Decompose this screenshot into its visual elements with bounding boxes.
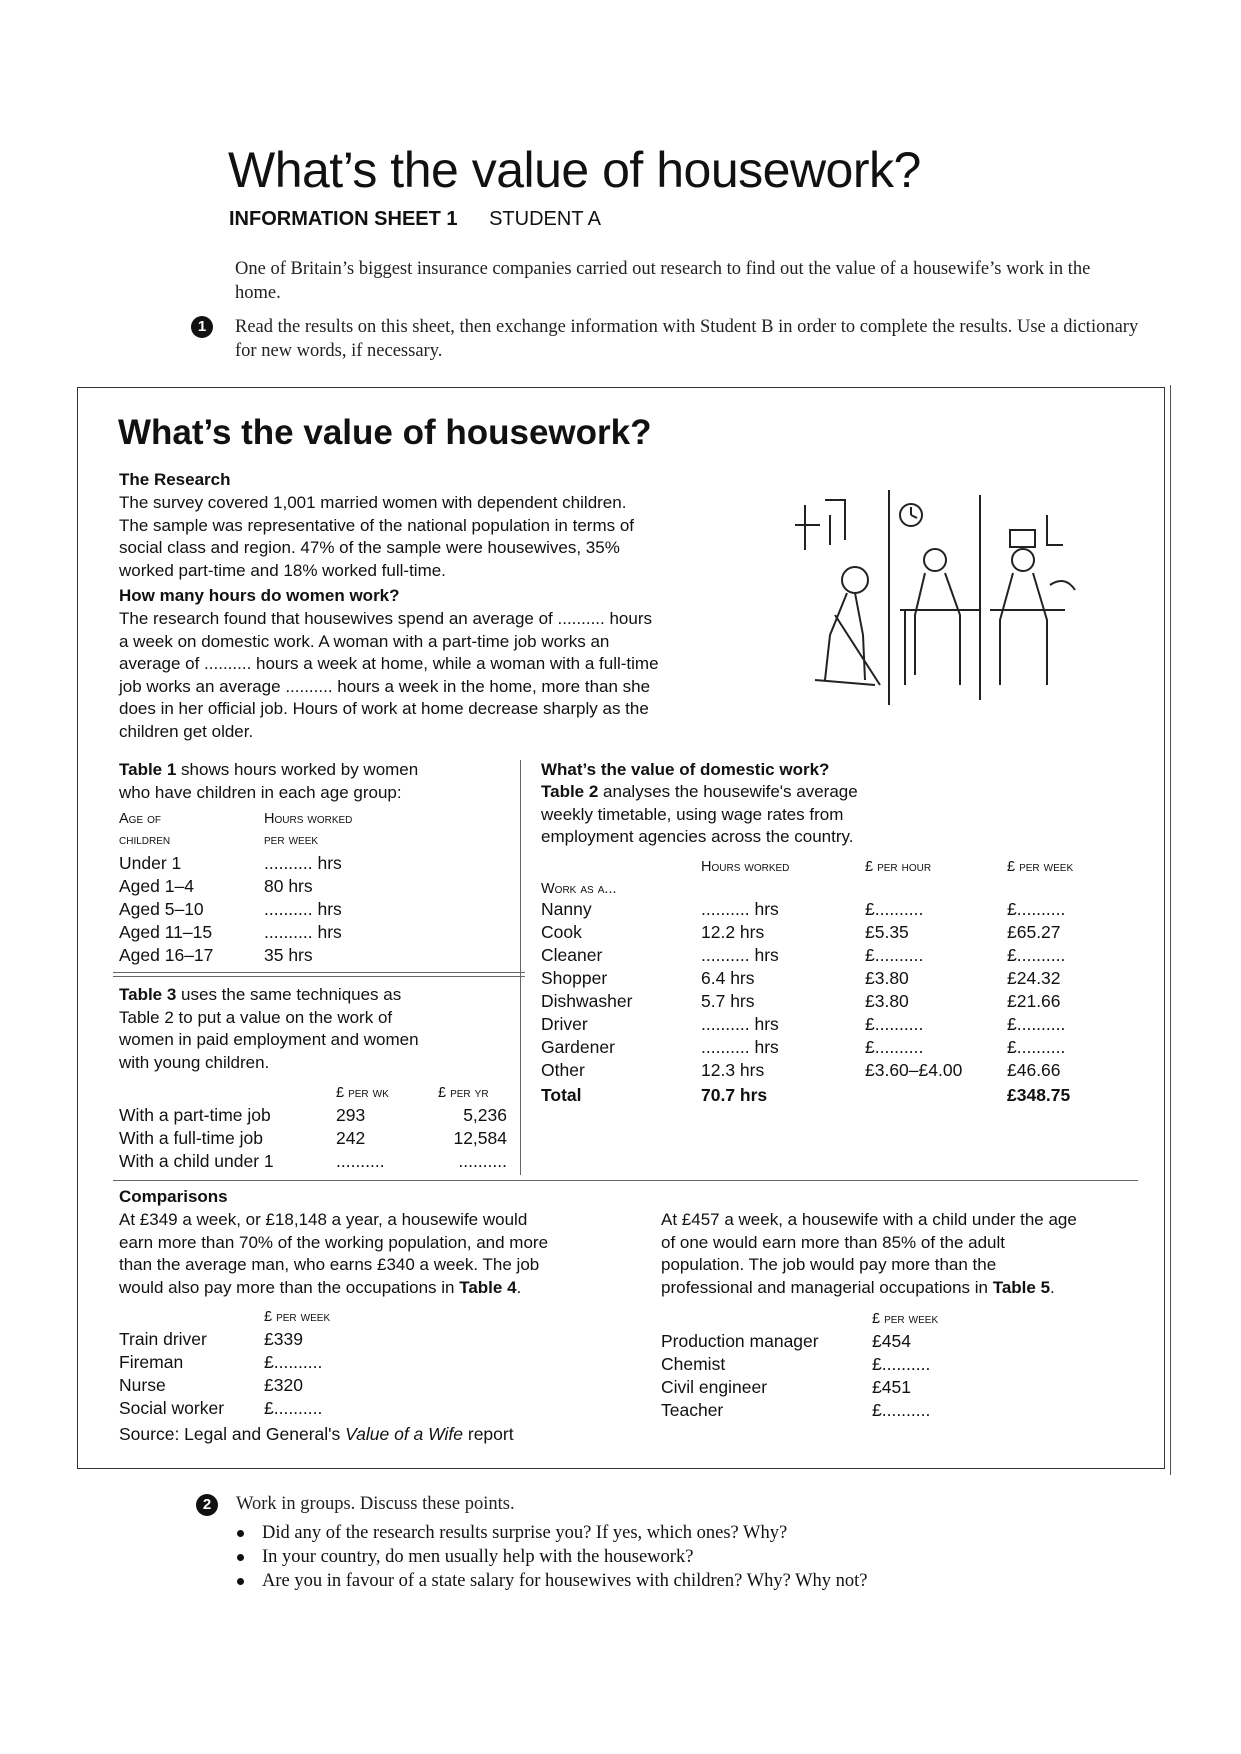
table5-value: £.......... (872, 1354, 931, 1374)
table2-per-hour: £.......... (865, 945, 924, 965)
table2-hours: .......... hrs (701, 1037, 779, 1057)
table3-intro-text: uses the same techniques as (176, 985, 402, 1004)
table2-job: Cleaner (541, 945, 603, 965)
comparisons-right-line: of one would earn more than 85% of the adult (661, 1232, 1006, 1252)
table4-job: Fireman (119, 1352, 184, 1372)
table2-job: Driver (541, 1014, 588, 1034)
table3-year: 12,584 (453, 1128, 507, 1148)
table5-job: Civil engineer (661, 1377, 768, 1397)
source-prefix: Source: Legal and General's (119, 1424, 346, 1444)
table2-intro-line: weekly timetable, using wage rates from (541, 804, 844, 824)
table2-intro-text: analyses the housewife's average (598, 782, 858, 801)
table2-per-hour-header: £ per hour (865, 859, 932, 875)
comparisons-right-text (661, 1209, 1151, 1299)
table2-hours: .......... hrs (701, 899, 779, 919)
table2-job: Dishwasher (541, 991, 633, 1011)
table3-week-header: £ per wk (336, 1085, 389, 1101)
table1-col2-header-2: per week (264, 832, 319, 848)
comparisons-left-line: than the average man, who earns £340 a week. The job (119, 1255, 540, 1274)
period: . (516, 1277, 522, 1297)
washer-figure (900, 573, 980, 685)
pan-icon (1050, 581, 1075, 590)
sweeper-figure (815, 593, 880, 685)
research-text (119, 492, 759, 582)
table4-ref: Table 4 (459, 1277, 517, 1297)
table4-job: Train driver (119, 1329, 207, 1349)
comparisons-left-line: would also pay more than the occupations in (119, 1277, 460, 1297)
table3-week: 242 (336, 1128, 366, 1148)
table2-intro (541, 759, 858, 849)
table3-week: .......... (336, 1151, 385, 1171)
hours-heading: How many hours do women work? (119, 586, 400, 605)
comparisons-left-line: At £349 a week, or £18,148 a year, a housewife would (119, 1210, 528, 1229)
sweeper-head (842, 567, 868, 593)
table1-hours: 80 hrs (264, 876, 313, 896)
table5-value: £451 (872, 1377, 911, 1397)
table3-week: 293 (336, 1105, 366, 1125)
hours-text (119, 608, 769, 743)
table1-divider (113, 976, 525, 977)
discussion-point-text: In your country, do men usually help with the housework? (262, 1547, 694, 1567)
table1-hours: .......... hrs (264, 922, 342, 942)
hours-line: job works an average .......... hours a week in the home, more than she (119, 676, 651, 696)
step-number-2: 2 (196, 1494, 218, 1516)
comparisons-right-line: At £457 a week, a housewife with a child under the age (661, 1210, 1077, 1229)
student-label: STUDENT A (489, 208, 601, 230)
discussion-point-text: Did any of the research results surprise you? If yes, which ones? Why? (262, 1523, 788, 1543)
table1-age: Aged 5–10 (119, 899, 204, 919)
table5-ref: Table 5 (992, 1277, 1051, 1297)
table2-job: Cook (541, 922, 582, 942)
table2-per-week: £.......... (1007, 1014, 1066, 1034)
table4-job: Nurse (119, 1375, 166, 1395)
table1-intro-line2: who have children in each age group: (119, 782, 402, 802)
table4-job: Social worker (119, 1398, 225, 1418)
source-title: Value of a Wife (345, 1424, 463, 1444)
comparisons-divider (113, 1180, 1138, 1181)
table1-ref: Table 1 (119, 760, 177, 779)
table2-job: Shopper (541, 968, 608, 988)
intro-paragraph: One of Britain’s biggest insurance companies carried out research to find out the value of a housewife’s work in the home. (235, 259, 1091, 303)
table2-hours: .......... hrs (701, 1014, 779, 1034)
period: . (1050, 1277, 1055, 1297)
table2-job: Gardener (541, 1037, 615, 1057)
comparisons-right-line: population. The job would pay more than the (661, 1255, 997, 1274)
table2-per-week: £21.66 (1007, 991, 1061, 1011)
table3-intro-line: Table 2 to put a value on the work of (119, 1007, 393, 1027)
cook-figure (990, 515, 1065, 685)
sheet-subtitle (229, 207, 601, 231)
housework-illustration (785, 485, 1085, 710)
comparisons-left-line: earn more than 70% of the working population, and more (119, 1232, 549, 1252)
table5-value: £454 (872, 1331, 911, 1351)
table2-hours-header: Hours worked (701, 859, 790, 875)
table2-hours: 12.2 hrs (701, 922, 765, 942)
table5-value: £.......... (872, 1400, 931, 1420)
research-heading: The Research (119, 470, 231, 489)
discussion-point (237, 1571, 868, 1592)
table2-per-hour: £.......... (865, 1014, 924, 1034)
table4-value: £.......... (264, 1398, 323, 1418)
table1-age: Aged 16–17 (119, 945, 214, 965)
table2-per-week: £65.27 (1007, 922, 1061, 942)
table2-per-week: £46.66 (1007, 1060, 1061, 1080)
discussion-point-text: Are you in favour of a state salary for housewives with children? Why? Why not? (262, 1571, 868, 1591)
table1-col1-header-2: children (119, 832, 171, 848)
table1-intro-text: shows hours worked by women (176, 760, 419, 779)
table1-hours: .......... hrs (264, 853, 342, 873)
discussion-intro: Work in groups. Discuss these points. (236, 1494, 515, 1514)
discussion-point (237, 1547, 693, 1568)
step-number-1: 1 (191, 316, 213, 338)
bullet-icon (237, 1530, 244, 1537)
washer-head (924, 549, 946, 571)
table1-hours: .......... hrs (264, 899, 342, 919)
table2-per-hour: £5.35 (865, 922, 909, 942)
table3-intro-line: with young children. (119, 1052, 270, 1072)
table2-per-hour: £3.60–£4.00 (865, 1060, 963, 1080)
bullet-icon (237, 1554, 244, 1561)
table5-job: Production manager (661, 1331, 819, 1351)
table2-per-week: £.......... (1007, 1037, 1066, 1057)
instruction-paragraph: Read the results on this sheet, then exchange information with Student B in order to complete the results. Use a dictionary for new words, if necessary. (235, 317, 1139, 361)
table3-year-header: £ per yr (438, 1085, 489, 1101)
table2-hours: .......... hrs (701, 945, 779, 965)
table2-job: Nanny (541, 899, 592, 919)
table3-label: With a child under 1 (119, 1151, 274, 1171)
research-line: worked part-time and 18% worked full-time. (119, 560, 446, 580)
research-line: social class and region. 47% of the sample were housewives, 35% (119, 538, 620, 557)
table2-job: Other (541, 1060, 585, 1080)
table2-intro-line: employment agencies across the country. (541, 827, 854, 846)
table3-year: .......... (458, 1151, 507, 1171)
table2-row-header: Work as a... (541, 881, 617, 897)
hours-line: The research found that housewives spend an average of .......... hours (119, 609, 652, 628)
table2-total-hours: 70.7 hrs (701, 1085, 768, 1105)
table3-intro (119, 984, 419, 1074)
discussion-list (237, 1523, 1137, 1613)
table1-intro (119, 759, 418, 804)
table2-per-week: £.......... (1007, 899, 1066, 919)
table2-hours: 5.7 hrs (701, 991, 755, 1011)
table2-per-week: £.......... (1007, 945, 1066, 965)
table3-year: 5,236 (463, 1105, 507, 1125)
source-note (119, 1423, 514, 1445)
table2-per-hour: £.......... (865, 899, 924, 919)
table2-heading: What’s the value of domestic work? (541, 760, 830, 779)
table2-hours: 12.3 hrs (701, 1060, 765, 1080)
hours-line: does in her official job. Hours of work at home decrease sharply as the (119, 699, 649, 718)
table1-age: Aged 1–4 (119, 876, 194, 896)
hours-line: average of .......... hours a week at home, while a woman with a full-time (119, 654, 659, 673)
sheet-label: INFORMATION SHEET 1 (229, 208, 458, 230)
table3-label: With a full-time job (119, 1128, 263, 1148)
window-icon (795, 500, 845, 550)
comparisons-heading: Comparisons (119, 1187, 228, 1206)
column-divider (520, 760, 521, 1175)
table1-age: Aged 11–15 (119, 922, 213, 942)
table2-ref: Table 2 (541, 782, 599, 801)
table3-ref: Table 3 (119, 985, 177, 1004)
table2-per-week-header: £ per week (1007, 859, 1074, 875)
table4-value: £339 (264, 1329, 303, 1349)
table2-per-hour: £.......... (865, 1037, 924, 1057)
table1-hours: 35 hrs (264, 945, 313, 965)
research-line: The survey covered 1,001 married women with dependent children. (119, 493, 627, 512)
discussion-point (237, 1523, 787, 1544)
table3-intro-line: women in paid employment and women (119, 1030, 419, 1049)
table2-total-week: £348.75 (1007, 1085, 1071, 1105)
table2-per-week: £24.32 (1007, 968, 1061, 988)
table2-per-hour: £3.80 (865, 991, 909, 1011)
source-suffix: report (463, 1424, 514, 1444)
table5-header: £ per week (872, 1311, 939, 1327)
comparisons-left-text (119, 1209, 639, 1299)
table4-value: £320 (264, 1375, 303, 1395)
hours-line: a week on domestic work. A woman with a part-time job works an (119, 631, 610, 651)
table3-label: With a part-time job (119, 1105, 271, 1125)
table2-per-hour: £3.80 (865, 968, 909, 988)
table2-hours: 6.4 hrs (701, 968, 755, 988)
table1-age: Under 1 (119, 853, 182, 873)
table1-divider (113, 972, 525, 973)
article-title: What’s the value of housework? (118, 413, 652, 452)
page-title: What’s the value of housework? (228, 142, 921, 198)
research-line: The sample was representative of the national population in terms of (119, 515, 635, 535)
hours-line: children get older. (119, 721, 254, 741)
comparisons-right-line: professional and managerial occupations in (661, 1277, 993, 1297)
table1-col2-header: Hours worked (264, 811, 353, 827)
table4-header: £ per week (264, 1309, 331, 1325)
frame-edge-line (1170, 385, 1171, 1475)
bullet-icon (237, 1578, 244, 1585)
table1-col1-header: Age of (119, 811, 162, 827)
table5-job: Chemist (661, 1354, 726, 1374)
table4-value: £.......... (264, 1352, 323, 1372)
table5-job: Teacher (661, 1400, 724, 1420)
cook-head (1012, 549, 1034, 571)
table2-total-label: Total (541, 1085, 582, 1105)
